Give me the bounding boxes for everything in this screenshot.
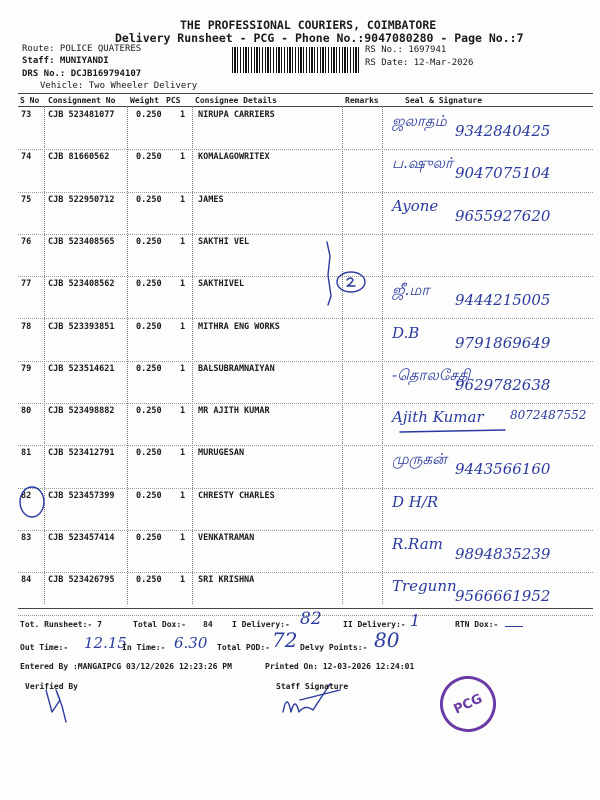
total-dox-label: Total Dox:- — [133, 620, 186, 629]
row-pcs: 1 — [180, 533, 186, 543]
row-consignee: VENKATRAMAN — [198, 533, 255, 543]
row-consignee: SRI KRISHNA — [198, 575, 255, 586]
drs-number: DRS No.: DCJB169794107 — [22, 69, 142, 79]
row-signature: முருகன் — [392, 450, 447, 469]
row-weight: 0.250 — [136, 110, 162, 120]
staff-label: Staff: MUNIYANDI — [22, 56, 109, 66]
row-phone: 9443566160 — [455, 460, 551, 479]
row-phone: 9047075104 — [455, 164, 551, 183]
stamp-text: PCG — [451, 690, 485, 718]
row-phone: 9655927620 — [455, 206, 551, 225]
row-weight: 0.250 — [136, 575, 162, 586]
pcg-stamp — [431, 667, 505, 741]
row-consignment: CJB 81660562 — [48, 152, 110, 163]
i-delivery-handwritten: 82 — [300, 609, 322, 629]
row-phone: 9342840425 — [455, 122, 551, 140]
total-pod-label: Total POD:- — [217, 643, 270, 652]
row-consignee: NIRUPA CARRIERS — [198, 110, 275, 120]
table-row — [0, 320, 600, 362]
row-signature: Tregunn — [392, 577, 457, 596]
row-signature: Ayone — [392, 196, 439, 215]
row-phone: 9894835239 — [455, 545, 551, 563]
table-row — [0, 150, 600, 192]
row-weight: 0.250 — [136, 279, 162, 290]
row-weight: 0.250 — [136, 363, 162, 374]
row-consignee: MITHRA ENG WORKS — [198, 321, 280, 332]
row-sno: 78 — [21, 321, 32, 332]
row-pcs: 1 — [180, 406, 186, 417]
total-dox-value: 84 — [203, 620, 213, 629]
row-pcs: 1 — [180, 490, 186, 501]
row-consignment: CJB 523408562 — [48, 279, 115, 290]
staff-signature-label: Staff Signature — [276, 682, 349, 691]
row-consignment: CJB 523426795 — [48, 575, 115, 586]
row-weight: 0.250 — [136, 152, 162, 163]
row-phone: 9444215005 — [455, 291, 551, 310]
table-row — [0, 193, 600, 235]
ii-delivery-handwritten: 1 — [410, 611, 421, 630]
row-pcs: 1 — [180, 110, 186, 120]
row-signature: Ajith Kumar — [392, 408, 484, 427]
barcode — [232, 47, 359, 73]
row-pcs: 1 — [180, 321, 186, 332]
row-consignee: JAMES — [198, 194, 224, 205]
row-sno: 79 — [21, 363, 32, 374]
row-pcs: 1 — [180, 236, 186, 247]
row-pcs: 1 — [180, 152, 186, 163]
row-weight: 0.250 — [136, 533, 162, 543]
table-row — [0, 489, 600, 531]
row-sno: 82 — [21, 490, 32, 501]
out-time-handwritten: 12.15 — [84, 634, 127, 652]
row-signature: D.B — [392, 323, 420, 342]
col-pcs: PCS — [166, 96, 181, 105]
col-seal: Seal & Signature — [405, 96, 483, 105]
row-signature: ப.ஷுலர் — [392, 154, 453, 173]
row-consignee: SAKTHI VEL — [198, 236, 250, 247]
row-weight: 0.250 — [136, 406, 162, 417]
row-signature: -தொலசேதி — [392, 365, 471, 384]
col-consignment: Consignment No — [48, 96, 116, 105]
row-weight: 0.250 — [136, 194, 162, 205]
table-row — [0, 446, 600, 488]
tot-runsheet: Tot. Runsheet:- 7 — [20, 620, 102, 629]
table-row — [0, 531, 600, 573]
table-row — [0, 235, 600, 277]
in-time-handwritten: 6.30 — [174, 634, 208, 652]
row-sno: 76 — [21, 236, 32, 247]
row-sno: 80 — [21, 406, 32, 417]
entered-by: Entered By :MANGAIPCG 03/12/2026 12:23:26 PM — [20, 662, 232, 671]
row-phone: 9791869649 — [455, 333, 551, 352]
runsheet-title: Delivery Runsheet - PCG - Phone No.:9047080280 - Page No.:7 — [115, 31, 524, 45]
row-consignment: CJB 523457399 — [48, 490, 115, 501]
row-weight: 0.250 — [136, 448, 162, 459]
row-sno: 75 — [21, 194, 32, 205]
row-phone: 8072487552 — [510, 408, 587, 423]
out-time-label: Out Time:- — [20, 643, 69, 652]
vehicle-label: Vehicle: Two Wheeler Delivery — [40, 81, 198, 91]
row-phone: 9566661952 — [455, 587, 551, 606]
row-weight: 0.250 — [136, 236, 162, 247]
row-consignment: CJB 523393851 — [48, 321, 115, 332]
row-sno: 74 — [21, 152, 32, 163]
row-consignment: CJB 523481077 — [48, 110, 115, 120]
row-consignee: MR AJITH KUMAR — [198, 406, 270, 417]
row-sno: 83 — [21, 533, 32, 543]
row-signature: D H/R — [392, 492, 439, 511]
col-consignee: Consignee Details — [195, 96, 277, 105]
row-weight: 0.250 — [136, 321, 162, 332]
col-remarks: Remarks — [345, 96, 379, 105]
printed-on: Printed On: 12-03-2026 12:24:01 — [265, 662, 415, 671]
total-pod-handwritten: 72 — [272, 628, 298, 652]
row-weight: 0.250 — [136, 490, 162, 501]
row-consignment: CJB 523498882 — [48, 406, 115, 417]
row-pcs: 1 — [180, 194, 186, 205]
row-sno: 77 — [21, 279, 32, 290]
row-signature: ஜீ.மா — [392, 281, 430, 300]
row-consignee: SAKTHIVEL — [198, 279, 245, 290]
row-pcs: 1 — [180, 279, 186, 290]
row-phone: 9629782638 — [455, 375, 551, 394]
table-row — [0, 108, 600, 150]
row-pcs: 1 — [180, 363, 186, 374]
rs-date: RS Date: 12-Mar-2026 — [365, 58, 474, 68]
route-label: Route: POLICE QUATERES — [22, 44, 142, 54]
row-consignee: BALSUBRAMNAIYAN — [198, 363, 275, 374]
row-consignment: CJB 522950712 — [48, 194, 115, 205]
row-consignment: CJB 523408565 — [48, 236, 115, 247]
row-sno: 84 — [21, 575, 32, 586]
rs-number: RS No.: 1697941 — [365, 45, 447, 55]
row-consignee: CHRESTY CHARLES — [198, 490, 275, 501]
delvy-points-label: Delvy Points:- — [300, 643, 368, 652]
verified-by-label: Verified By — [25, 682, 78, 691]
row-consignee: MURUGESAN — [198, 448, 245, 459]
i-delivery-label: I Delivery:- — [232, 620, 290, 629]
col-sno: S No — [20, 96, 40, 105]
row-sno: 73 — [21, 110, 32, 120]
row-signature: R.Ram — [392, 535, 443, 553]
rtn-dox-label: RTN Dox:- — [455, 620, 499, 629]
delvy-points-handwritten: 80 — [374, 628, 400, 652]
row-pcs: 1 — [180, 575, 186, 586]
row-sno: 81 — [21, 448, 32, 459]
ii-delivery-label: II Delivery:- — [343, 620, 406, 629]
company-name: THE PROFESSIONAL COURIERS, COIMBATORE — [180, 18, 437, 32]
row-consignment: CJB 523514621 — [48, 363, 115, 374]
table-row — [0, 362, 600, 404]
table-row — [0, 404, 600, 446]
row-pcs: 1 — [180, 448, 186, 459]
col-weight: Weight — [130, 96, 159, 105]
row-signature: ஜலாதம் — [392, 112, 447, 130]
row-consignment: CJB 523412791 — [48, 448, 115, 459]
in-time-label: In Time:- — [122, 643, 166, 652]
table-row — [0, 277, 600, 319]
row-consignment: CJB 523457414 — [48, 533, 115, 543]
row-consignee: KOMALAGOWRITEX — [198, 152, 270, 163]
